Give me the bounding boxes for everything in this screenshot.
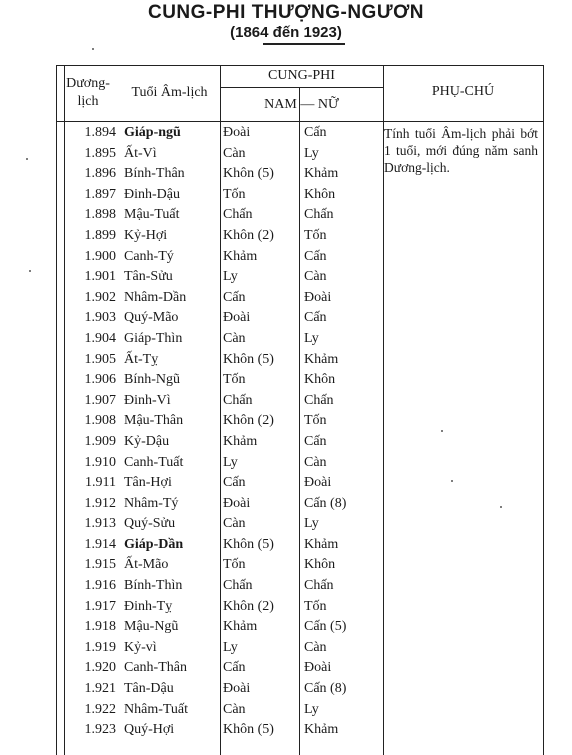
tuoi-am-lich-cell: Bính-Ngũ <box>124 372 180 388</box>
header-bottom-line <box>57 121 543 122</box>
tuoi-am-lich-cell: Quý-Hợi <box>124 722 175 738</box>
tuoi-am-lich-cell: Kỷ-Hợi <box>124 227 168 243</box>
year-cell: 1.912 <box>84 495 116 511</box>
tuoi-am-lich-cell: Ất-Vì <box>124 145 157 161</box>
table-row <box>56 185 544 206</box>
year-cell: 1.907 <box>84 392 116 408</box>
page-title: CUNG-PHI THƯỢNG-NGƯƠN <box>147 2 425 23</box>
cung-nu-cell: Ly <box>304 330 319 346</box>
tuoi-am-lich-cell: Kỷ-vì <box>124 639 157 655</box>
cung-nu-cell: Đoài <box>304 289 332 305</box>
cung-nam-cell: Càn <box>223 701 246 717</box>
paper-speck <box>92 48 94 50</box>
year-cell: 1.902 <box>84 289 116 305</box>
table-row <box>56 638 544 659</box>
year-cell: 1.908 <box>84 413 116 429</box>
year-cell: 1.914 <box>84 536 116 552</box>
paper-speck <box>29 270 31 272</box>
table-row <box>56 700 544 721</box>
table-row <box>56 514 544 535</box>
cung-nu-cell: Càn <box>304 454 327 470</box>
tuoi-am-lich-cell: Bính-Thìn <box>124 578 183 594</box>
cung-nam-cell: Ly <box>223 454 238 470</box>
tuoi-am-lich-cell: Ất-Mão <box>124 557 169 573</box>
year-cell: 1.899 <box>84 227 116 243</box>
cung-nam-cell: Cấn <box>223 660 246 676</box>
year-cell: 1.905 <box>84 351 116 367</box>
table-row <box>56 494 544 515</box>
cung-nam-cell: Ly <box>223 269 238 285</box>
header-phu-chu: PHỤ-CHÚ <box>431 84 495 99</box>
cung-nu-cell: Cấn <box>304 310 327 326</box>
tuoi-am-lich-cell: Mậu-Tuất <box>124 207 180 223</box>
cung-nam-cell: Khôn (5) <box>223 166 274 182</box>
table-row <box>56 411 544 432</box>
cung-nu-cell: Cấn <box>304 248 327 264</box>
table-row <box>56 473 544 494</box>
cung-nu-cell: Ly <box>304 701 319 717</box>
tuoi-am-lich-cell: Canh-Tý <box>124 248 174 264</box>
tuoi-am-lich-cell: Bính-Thân <box>124 166 185 182</box>
tuoi-am-lich-cell: Nhâm-Tý <box>124 495 179 511</box>
cung-nam-cell: Cấn <box>223 475 246 491</box>
page-subtitle: (1864 đến 1923) <box>230 24 342 41</box>
year-cell: 1.896 <box>84 166 116 182</box>
table-row <box>56 453 544 474</box>
year-cell: 1.906 <box>84 372 116 388</box>
year-cell: 1.915 <box>84 557 116 573</box>
year-cell: 1.913 <box>84 516 116 532</box>
year-cell: 1.901 <box>84 269 116 285</box>
tuoi-am-lich-cell: Mậu-Thân <box>124 413 184 429</box>
header-tuoi-am-lich: Tuổi Âm-lịch <box>131 85 208 100</box>
cung-nam-cell: Càn <box>223 330 246 346</box>
tuoi-am-lich-cell: Nhâm-Tuất <box>124 701 189 717</box>
tuoi-am-lich-cell: Quý-Sửu <box>124 516 176 532</box>
cung-nam-cell: Khảm <box>223 248 258 264</box>
table-row <box>56 350 544 371</box>
tuoi-am-lich-cell: Ất-Tỵ <box>124 351 159 367</box>
tuoi-am-lich-cell: Giáp-Thìn <box>124 330 183 346</box>
cung-nam-cell: Càn <box>223 516 246 532</box>
cung-nam-cell: Chấn <box>223 392 253 408</box>
paper-speck <box>26 158 28 160</box>
cung-nam-cell: Khảm <box>223 619 258 635</box>
cung-nu-cell: Tốn <box>304 227 327 243</box>
table-row <box>56 597 544 618</box>
cung-nu-cell: Khôn <box>304 186 336 202</box>
cung-nu-cell: Đoài <box>304 475 332 491</box>
table-row <box>56 391 544 412</box>
year-cell: 1.923 <box>84 722 116 738</box>
cung-nu-cell: Khảm <box>304 166 339 182</box>
tuoi-am-lich-cell: Đinh-Dậu <box>124 186 180 202</box>
paper-speck <box>451 480 453 482</box>
year-cell: 1.919 <box>84 639 116 655</box>
cung-nu-cell: Càn <box>304 639 327 655</box>
cung-nam-cell: Đoài <box>223 495 251 511</box>
cung-nam-cell: Khôn (5) <box>223 722 274 738</box>
paper-speck <box>441 430 443 432</box>
year-cell: 1.904 <box>84 330 116 346</box>
year-cell: 1.918 <box>84 619 116 635</box>
table-row <box>56 288 544 309</box>
table-row <box>56 617 544 638</box>
tuoi-am-lich-cell: Tân-Hợi <box>124 475 172 491</box>
table-body <box>56 123 544 741</box>
table-row <box>56 535 544 556</box>
year-cell: 1.917 <box>84 598 116 614</box>
year-cell: 1.895 <box>84 145 116 161</box>
subtitle-underline <box>263 43 345 45</box>
cung-nu-cell: Chấn <box>304 578 334 594</box>
cung-nam-cell: Càn <box>223 145 246 161</box>
year-cell: 1.903 <box>84 310 116 326</box>
cung-nu-cell: Cấn <box>304 433 327 449</box>
tuoi-am-lich-cell: Đinh-Tỵ <box>124 598 173 614</box>
tuoi-am-lich-cell: Canh-Tuất <box>124 454 184 470</box>
cung-nu-cell: Khôn <box>304 557 336 573</box>
table-row <box>56 679 544 700</box>
tuoi-am-lich-cell: Tân-Dậu <box>124 681 174 697</box>
table-row <box>56 555 544 576</box>
cung-nam-cell: Khôn (2) <box>223 227 274 243</box>
table-row <box>56 576 544 597</box>
cung-nam-cell: Khôn (2) <box>223 598 274 614</box>
cung-nu-cell: Đoài <box>304 660 332 676</box>
header-cung-phi: CUNG-PHI <box>268 68 335 83</box>
paper-speck <box>500 506 502 508</box>
cung-nu-cell: Khảm <box>304 536 339 552</box>
year-cell: 1.909 <box>84 433 116 449</box>
cung-nu-cell: Khảm <box>304 722 339 738</box>
cung-nam-cell: Cấn <box>223 289 246 305</box>
year-cell: 1.916 <box>84 578 116 594</box>
table-row <box>56 267 544 288</box>
cung-nu-cell: Cấn <box>304 125 327 140</box>
table-row <box>56 205 544 226</box>
cung-nam-cell: Khôn (5) <box>223 351 274 367</box>
tuoi-am-lich-cell: Tân-Sửu <box>124 269 173 285</box>
year-cell: 1.920 <box>84 660 116 676</box>
header-divider <box>220 87 383 88</box>
cung-nam-cell: Đoài <box>223 125 251 140</box>
year-cell: 1.922 <box>84 701 116 717</box>
cung-nu-cell: Ly <box>304 145 319 161</box>
year-cell: 1.910 <box>84 454 116 470</box>
table-row <box>56 658 544 679</box>
cung-nu-cell: Ly <box>304 516 319 532</box>
year-cell: 1.898 <box>84 207 116 223</box>
cung-nu-cell: Chấn <box>304 392 334 408</box>
table-row <box>56 432 544 453</box>
cung-nam-cell: Tốn <box>223 557 246 573</box>
cung-nam-cell: Khôn (5) <box>223 536 274 552</box>
tuoi-am-lich-cell: Mậu-Ngũ <box>124 619 179 635</box>
cung-nu-cell: Khôn <box>304 372 336 388</box>
table-row <box>56 308 544 329</box>
cung-nu-cell: Càn <box>304 269 327 285</box>
cung-nam-cell: Đoài <box>223 310 251 326</box>
table-row <box>56 370 544 391</box>
cung-nu-cell: Tốn <box>304 598 327 614</box>
cung-nu-cell: Cấn (8) <box>304 681 347 697</box>
year-cell: 1.897 <box>84 186 116 202</box>
table-row <box>56 247 544 268</box>
phu-chu-note: Tính tuổi Âm-lịch phải bớt 1 tuổi, mới đúng năm sanh Dương-lịch. <box>384 126 538 175</box>
cung-nu-cell: Cấn (8) <box>304 495 347 511</box>
tuoi-am-lich-cell: Kỷ-Dậu <box>124 433 170 449</box>
table-row <box>56 226 544 247</box>
cung-nam-cell: Đoài <box>223 681 251 697</box>
year-cell: 1.921 <box>84 681 116 697</box>
tuoi-am-lich-cell: Nhâm-Dần <box>124 289 187 305</box>
cung-nu-cell: Tốn <box>304 413 327 429</box>
year-cell: 1.900 <box>84 248 116 264</box>
cung-nam-cell: Chấn <box>223 207 253 223</box>
year-cell: 1.894 <box>84 125 116 140</box>
cung-nu-cell: Cấn (5) <box>304 619 347 635</box>
tuoi-am-lich-cell: Quý-Mão <box>124 310 179 326</box>
tuoi-am-lich-cell: Giáp-ngũ <box>124 125 181 140</box>
header-duong-lich: Dương-lịch <box>66 76 110 109</box>
header-nam-nu: NAM — NỮ <box>264 97 339 112</box>
cung-nam-cell: Tốn <box>223 186 246 202</box>
year-cell: 1.911 <box>85 475 116 491</box>
cung-nam-cell: Ly <box>223 639 238 655</box>
cung-nam-cell: Tốn <box>223 372 246 388</box>
table-row <box>56 329 544 350</box>
cung-nam-cell: Khôn (2) <box>223 413 274 429</box>
table-row <box>56 720 544 741</box>
cung-nam-cell: Chấn <box>223 578 253 594</box>
cung-nu-cell: Chấn <box>304 207 334 223</box>
tuoi-am-lich-cell: Giáp-Dần <box>124 536 184 552</box>
tuoi-am-lich-cell: Đinh-Vì <box>124 392 171 408</box>
cung-nam-cell: Khảm <box>223 433 258 449</box>
cung-nu-cell: Khảm <box>304 351 339 367</box>
tuoi-am-lich-cell: Canh-Thân <box>124 660 187 676</box>
